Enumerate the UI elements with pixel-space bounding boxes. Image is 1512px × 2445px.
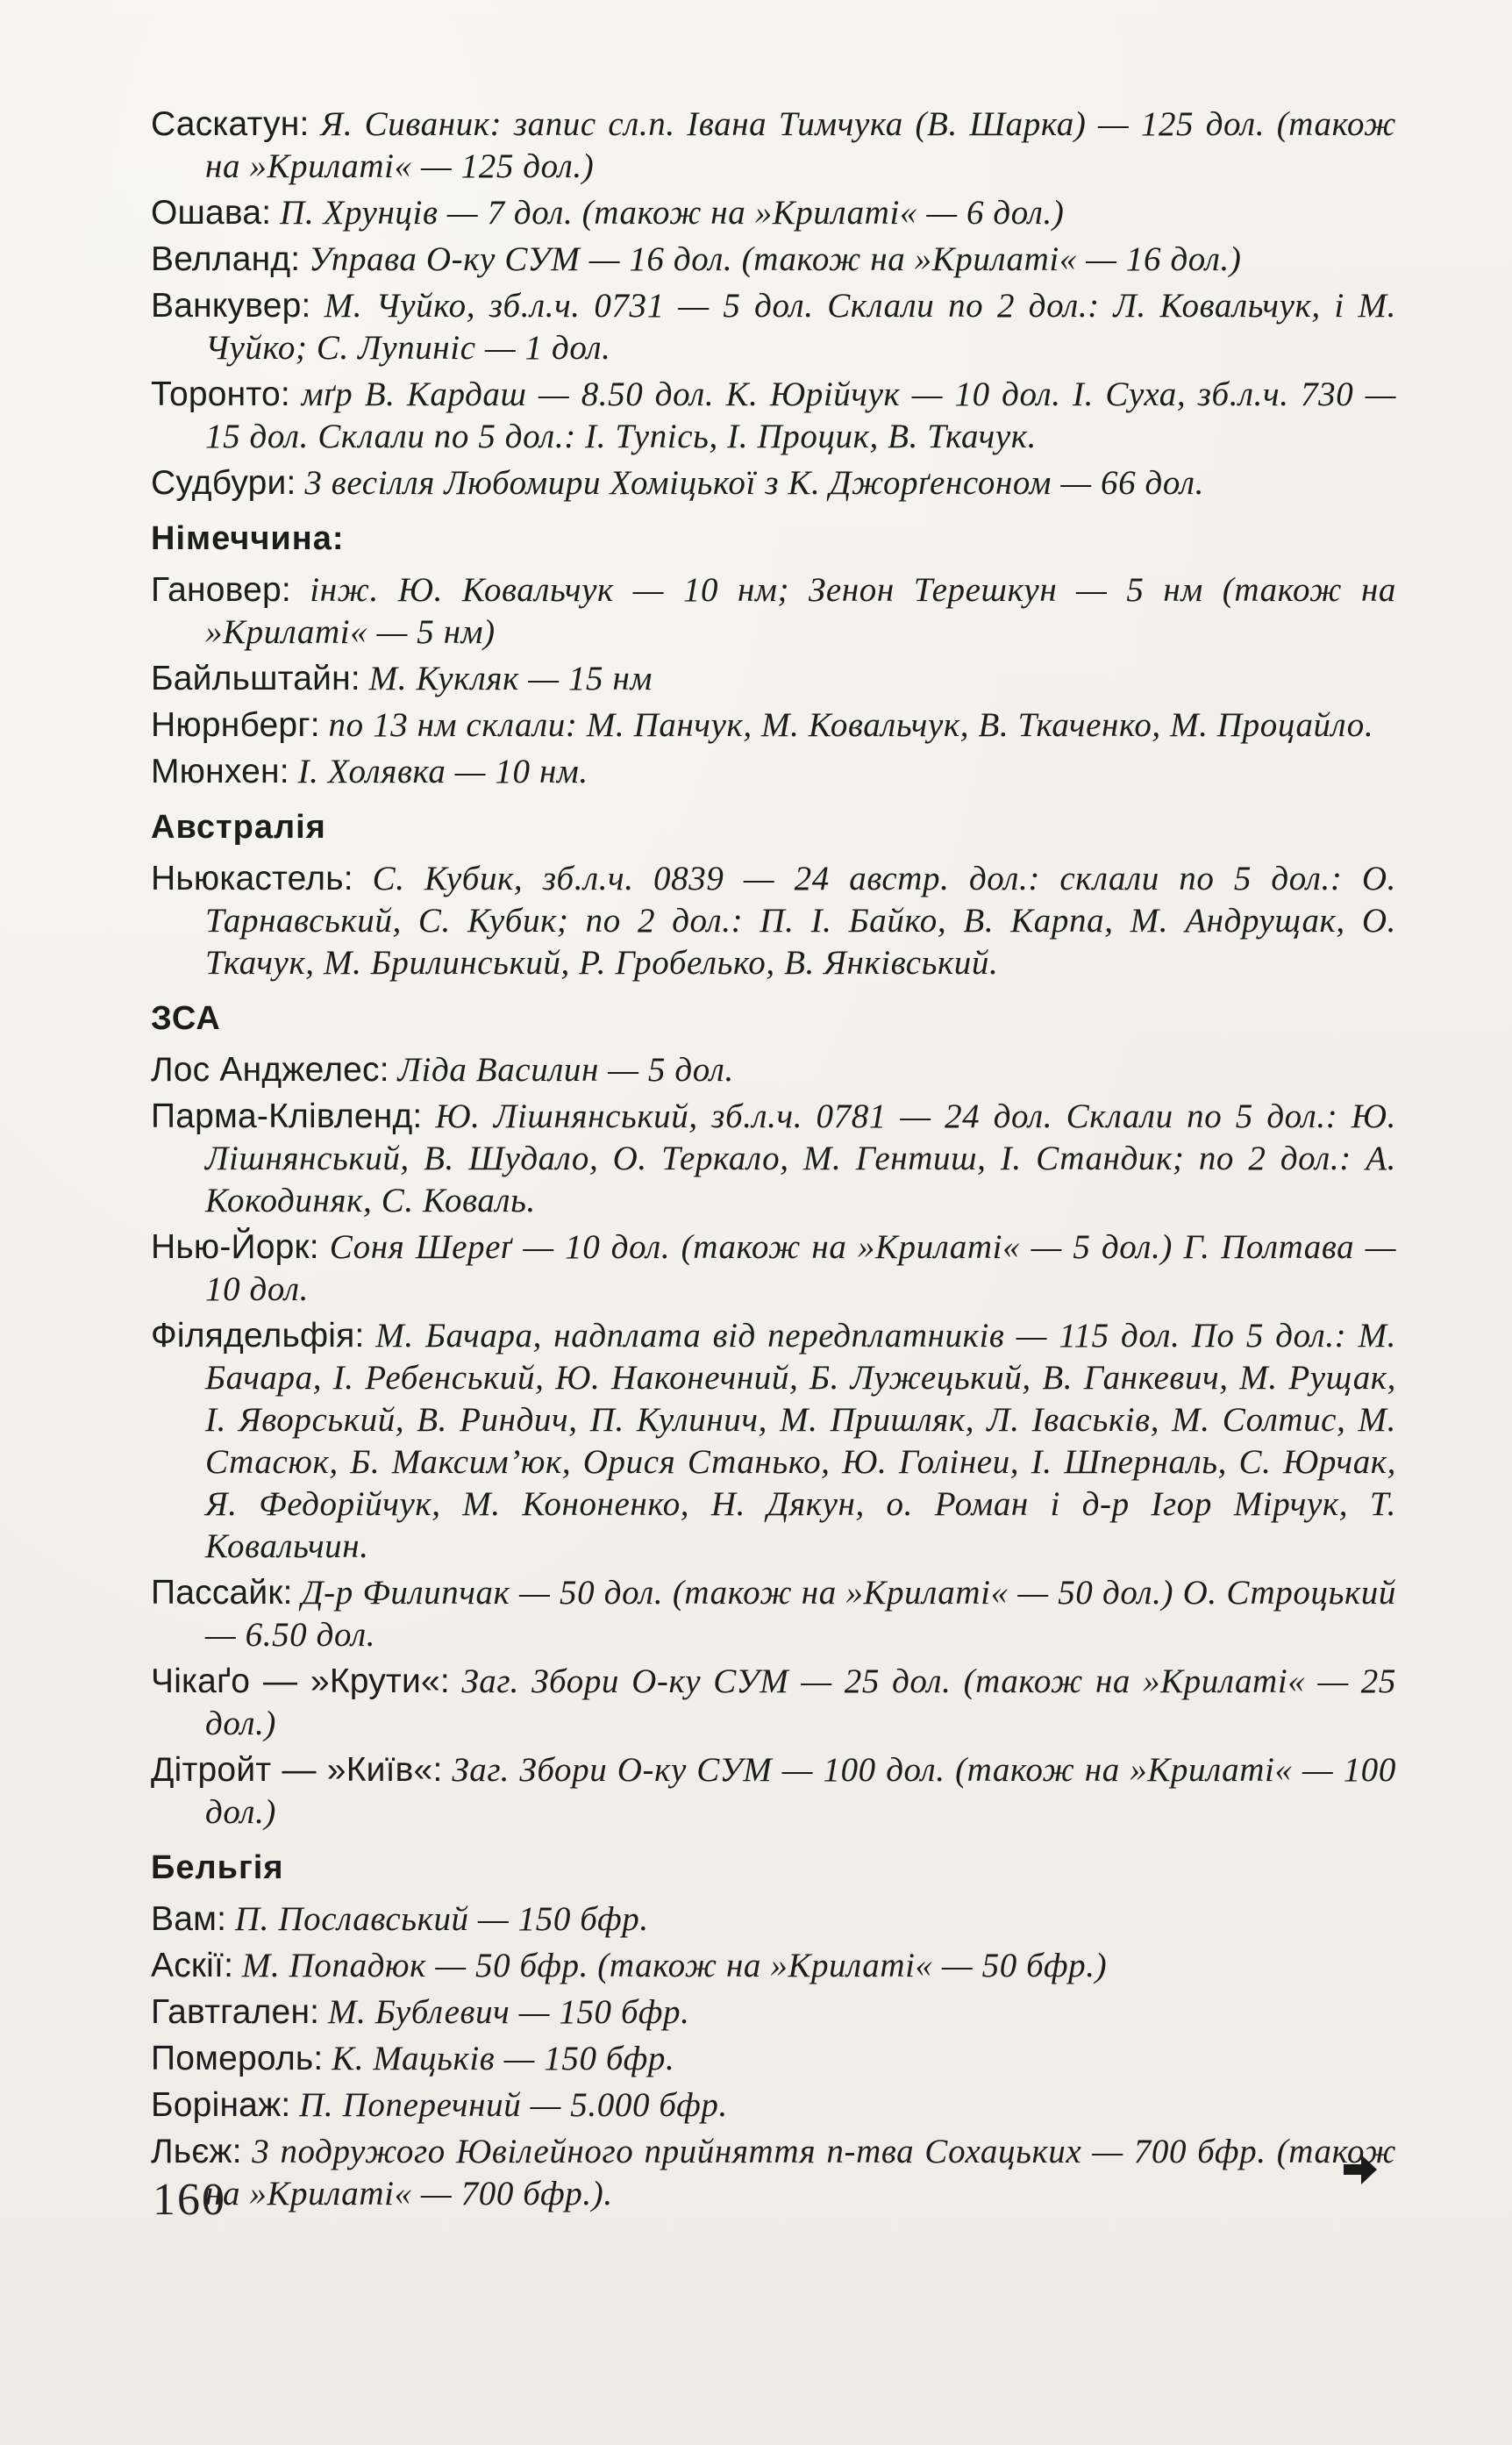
entry-hannover <box>151 569 1396 654</box>
entry-text: П. Поперечний — 5.000 бфр. <box>299 2086 728 2124</box>
entry-newcastle <box>151 858 1396 984</box>
page-number: 160 <box>153 2175 226 2225</box>
entry-text: С. Кубик, зб.л.ч. 0839 — 24 австр. дол.: склали по 5 дол.: О. Тарнавський, С. Кубик; по 2 дол.: П. І. Байко, В. Карпа, М. Андрущак, О. Ткачук, М. Брилинський, Р. Гробелько, В. Янківський. <box>205 860 1396 982</box>
entry-havtgalen <box>151 1991 1396 2034</box>
place-name: Борінаж: <box>151 2086 291 2124</box>
entry-text: Заг. Збори О-ку СУМ — 25 дол. (також на »Крилаті« — 25 дол.) <box>205 1662 1397 1742</box>
place-name: Ньюкастель: <box>151 860 353 897</box>
entry-text: Д-р Филипчак — 50 дол. (також на »Крилаті« — 50 дол.) О. Строцький — 6.50 дол. <box>205 1574 1397 1654</box>
entry-text: Заг. Збори О-ку СУМ — 100 дол. (також на »Крилаті« — 100 дол.) <box>205 1751 1396 1831</box>
section-heading-germany: Німеччина: <box>151 520 345 557</box>
entry-text: М. Бублевич — 150 бфр. <box>327 1993 690 2031</box>
section-heading-belgium: Бельгія <box>151 1849 284 1886</box>
entry-borinage <box>151 2084 1396 2127</box>
entry-text: П. Хрунців — 7 дол. (також на »Крилаті« — 6 дол.) <box>280 194 1065 232</box>
entry-chicago <box>151 1661 1396 1745</box>
entry-los-angeles <box>151 1049 1396 1091</box>
place-name: Велланд: <box>151 240 301 278</box>
place-name: Гановер: <box>151 571 291 609</box>
entry-liege <box>151 2131 1396 2215</box>
entry-text: М. Кукляк — 15 нм <box>368 660 653 697</box>
place-name: Філядельфія: <box>151 1317 365 1355</box>
entry-munich <box>151 751 1396 793</box>
entry-text: Соня Шереґ — 10 дол. (також на »Крилаті« — 5 дол.) Г. Полтава — 10 дол. <box>205 1228 1397 1308</box>
entry-text: К. Мацьків — 150 бфр. <box>332 2040 675 2077</box>
place-name: Ошава: <box>151 194 272 232</box>
entry-detroit <box>151 1749 1396 1834</box>
section-heading-australia: Австралія <box>151 809 326 846</box>
entry-vancouver <box>151 285 1396 369</box>
entry-saskatoon <box>151 104 1396 188</box>
entry-text: М. Чуйко, зб.л.ч. 0731 — 5 дол. Склали по 2 дол.: Л. Ковальчук, і М. Чуйко; С. Лупиніс — 1 дол. <box>205 287 1396 367</box>
entry-pomerol <box>151 2038 1396 2080</box>
entry-text: П. Пославський — 150 бфр. <box>234 1900 649 1938</box>
place-name: Саскатун: <box>151 105 310 143</box>
entry-askii <box>151 1945 1396 1987</box>
place-name: Чікаґо — »Крути«: <box>151 1662 450 1700</box>
entry-text: Ю. Лішнянський, зб.л.ч. 0781 — 24 дол. Склали по 5 дол.: Ю. Лішнянський, В. Шудало, О. Теркало, М. Гентиш, І. Стандик; по 2 дол.: А. Кокодиняк, С. Коваль. <box>205 1097 1397 1219</box>
entry-oshawa <box>151 192 1396 234</box>
place-name: Льєж: <box>151 2133 242 2170</box>
entry-text: 3 весілля Любомири Хоміцької з К. Джорґенсоном — 66 дол. <box>304 464 1204 502</box>
entry-beilstein <box>151 658 1396 700</box>
entry-parma-cleveland <box>151 1096 1396 1222</box>
section-heading-usa: ЗСА <box>151 1000 221 1037</box>
entry-new-york <box>151 1226 1396 1311</box>
place-name: Аскії: <box>151 1947 234 1984</box>
entry-text: М. Попадюк — 50 бфр. (також на »Крилаті« — 50 бфр.) <box>241 1947 1108 1984</box>
place-name: Лос Анджелес: <box>151 1051 389 1089</box>
place-name: Мюнхен: <box>151 753 289 790</box>
place-name: Судбури: <box>151 464 296 502</box>
place-name: Парма-Клівленд: <box>151 1097 423 1135</box>
entry-text: Ліда Василин — 5 дол. <box>397 1051 734 1089</box>
entry-toronto <box>151 374 1396 458</box>
donations-list <box>151 104 1396 2220</box>
place-name: Дітройт — »Київ«: <box>151 1751 443 1789</box>
place-name: Ванкувер: <box>151 287 311 325</box>
place-name: Байльштайн: <box>151 660 360 697</box>
entry-text: мґр В. Кардаш — 8.50 дол. К. Юрійчук — 10 дол. І. Суха, зб.л.ч. 730 — 15 дол. Склали по 5 дол.: І. Тупісь, І. Процик, В. Ткачук. <box>205 375 1397 455</box>
place-name: Помероль: <box>151 2040 324 2077</box>
entry-text: Управа О-ку СУМ — 16 дол. (також на »Крилаті« — 16 дол.) <box>309 240 1242 278</box>
place-name: Пассайк: <box>151 1574 293 1612</box>
entry-text: інж. Ю. Ковальчук — 10 нм; Зенон Терешкун — 5 нм (також на »Крилаті« — 5 нм) <box>205 571 1397 651</box>
place-name: Нью-Йорк: <box>151 1228 319 1266</box>
entry-sudbury <box>151 462 1396 504</box>
arrow-right-icon <box>1340 2149 1380 2190</box>
place-name: Гавтгален: <box>151 1993 320 2031</box>
place-name: Вам: <box>151 1900 227 1938</box>
place-name: Торонто: <box>151 375 290 413</box>
entry-text: І. Холявка — 10 нм. <box>297 753 588 790</box>
entry-welland <box>151 239 1396 281</box>
place-name: Нюрнберг: <box>151 706 320 744</box>
entry-text: М. Бачара, надплата від передплатників — 115 дол. По 5 дол.: М. Бачара, І. Ребенський, Ю. Наконечний, Б. Лужецький, В. Ганкевич, М. Рущак, І. Яворський, В. Риндич, П. Кулинич, М. Пришляк, Л. Іваськів, М. Солтис, М. Стасюк, Б. Максим’юк, Орися Станько, Ю. Голінеи, І. Шперналь, С. Юрчак, Я. Федорійчук, М. Кононенко, Н. Дякун, о. Роман і д-р Ігор Мірчук, Т. Ковальчин. <box>205 1317 1397 1565</box>
entry-text: Я. Сиваник: запис сл.п. Івана Тимчука (В. Шарка) — 125 дол. (також на »Крилаті« — 125 дол.) <box>205 105 1396 185</box>
entry-text: 3 подружого Ювілейного прийняття п-тва Сохацьких — 700 бфр. (також на »Крилаті« — 700 бфр.). <box>205 2133 1396 2213</box>
entry-wam <box>151 1898 1396 1941</box>
entry-philadelphia <box>151 1315 1396 1568</box>
entry-passaic <box>151 1572 1396 1656</box>
entry-text: по 13 нм склали: М. Панчук, М. Ковальчук, В. Ткаченко, М. Процайло. <box>328 706 1374 744</box>
entry-nuremberg <box>151 704 1396 747</box>
